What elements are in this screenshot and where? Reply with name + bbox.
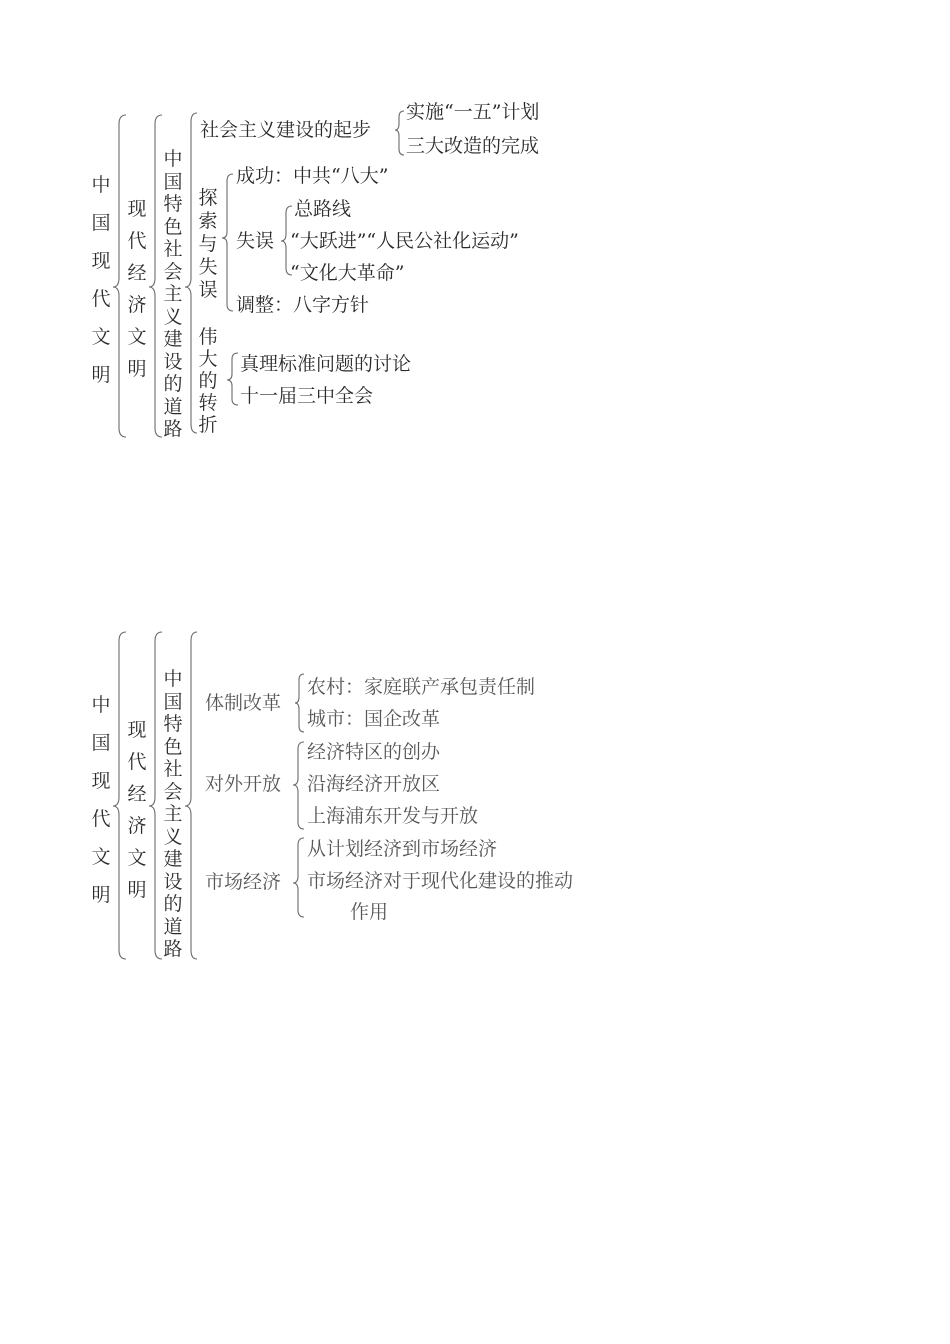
d2-market-label: 市场经济 — [205, 871, 282, 893]
brace-d1-start — [395, 111, 404, 155]
d2-opening-item-1: 经济特区的创办 — [307, 741, 441, 763]
brace-d1-explore — [222, 174, 233, 311]
d1-explore-label — [198, 187, 218, 302]
d1-level3-label — [163, 148, 183, 441]
brace-d1-level2 — [149, 115, 162, 437]
brace-d2-opening — [293, 742, 304, 829]
d2-level2-text: 现代经济文明 — [127, 719, 147, 901]
d2-market-item-3: 作用 — [350, 901, 389, 923]
d1-start-item-1: 实施“一五”计划 — [406, 101, 540, 123]
d1-root-text: 中国现代文明 — [91, 174, 111, 386]
d2-market-item-1: 从计划经济到市场经济 — [307, 838, 498, 860]
d2-reform-item-1: 农村：家庭联产承包责任制 — [307, 676, 536, 698]
d1-explore-success: 成功：中共“八大” — [236, 165, 389, 187]
brace-d2-reform — [295, 674, 304, 732]
d1-turn-item-2: 十一届三中全会 — [240, 385, 374, 407]
d1-turn-label — [198, 326, 218, 436]
brace-d1-level3 — [185, 113, 197, 433]
d2-reform-item-2: 城市：国企改革 — [307, 708, 441, 730]
d2-opening-item-3: 上海浦东开发与开放 — [307, 805, 479, 827]
d1-level2-label — [127, 193, 147, 385]
d2-market-item-2: 市场经济对于现代化建设的推动 — [307, 870, 574, 892]
d1-level3-text: 中国特色社会主义建设的道路 — [163, 148, 183, 440]
brace-d1-root — [113, 115, 126, 437]
d1-explore-text: 探索与失误 — [198, 187, 218, 301]
d1-start-label: 社会主义建设的起步 — [200, 119, 372, 141]
d2-root-label — [91, 686, 111, 914]
d2-level3-label — [163, 668, 183, 961]
d1-turn-item-1: 真理标准问题的讨论 — [240, 353, 412, 375]
d1-mistake-item-1: 总路线 — [294, 198, 352, 220]
d1-explore-adjust: 调整：八字方针 — [236, 294, 370, 316]
d1-mistake-label: 失误 — [236, 230, 275, 252]
d2-level2-label — [127, 714, 147, 906]
d2-opening-label: 对外开放 — [205, 773, 282, 795]
brace-d2-market — [293, 838, 304, 917]
d2-opening-item-2: 沿海经济开放区 — [307, 773, 441, 795]
d1-turn-text: 伟大的转折 — [198, 326, 218, 436]
d1-root-label — [91, 166, 111, 394]
brace-d2-level2 — [149, 632, 162, 959]
d2-root-text: 中国现代文明 — [91, 694, 111, 906]
d1-level2-text: 现代经济文明 — [127, 198, 147, 380]
brace-d2-root — [113, 632, 126, 959]
d2-level3-text: 中国特色社会主义建设的道路 — [163, 668, 183, 960]
brace-d2-level3 — [185, 632, 197, 959]
d2-reform-label: 体制改革 — [205, 692, 282, 714]
brace-d1-turn — [227, 353, 238, 405]
d1-start-item-2: 三大改造的完成 — [406, 135, 540, 157]
d1-mistake-item-3: “文化大革命” — [290, 262, 405, 284]
d1-mistake-item-2: “大跃进”“人民公社化运动” — [290, 230, 519, 252]
